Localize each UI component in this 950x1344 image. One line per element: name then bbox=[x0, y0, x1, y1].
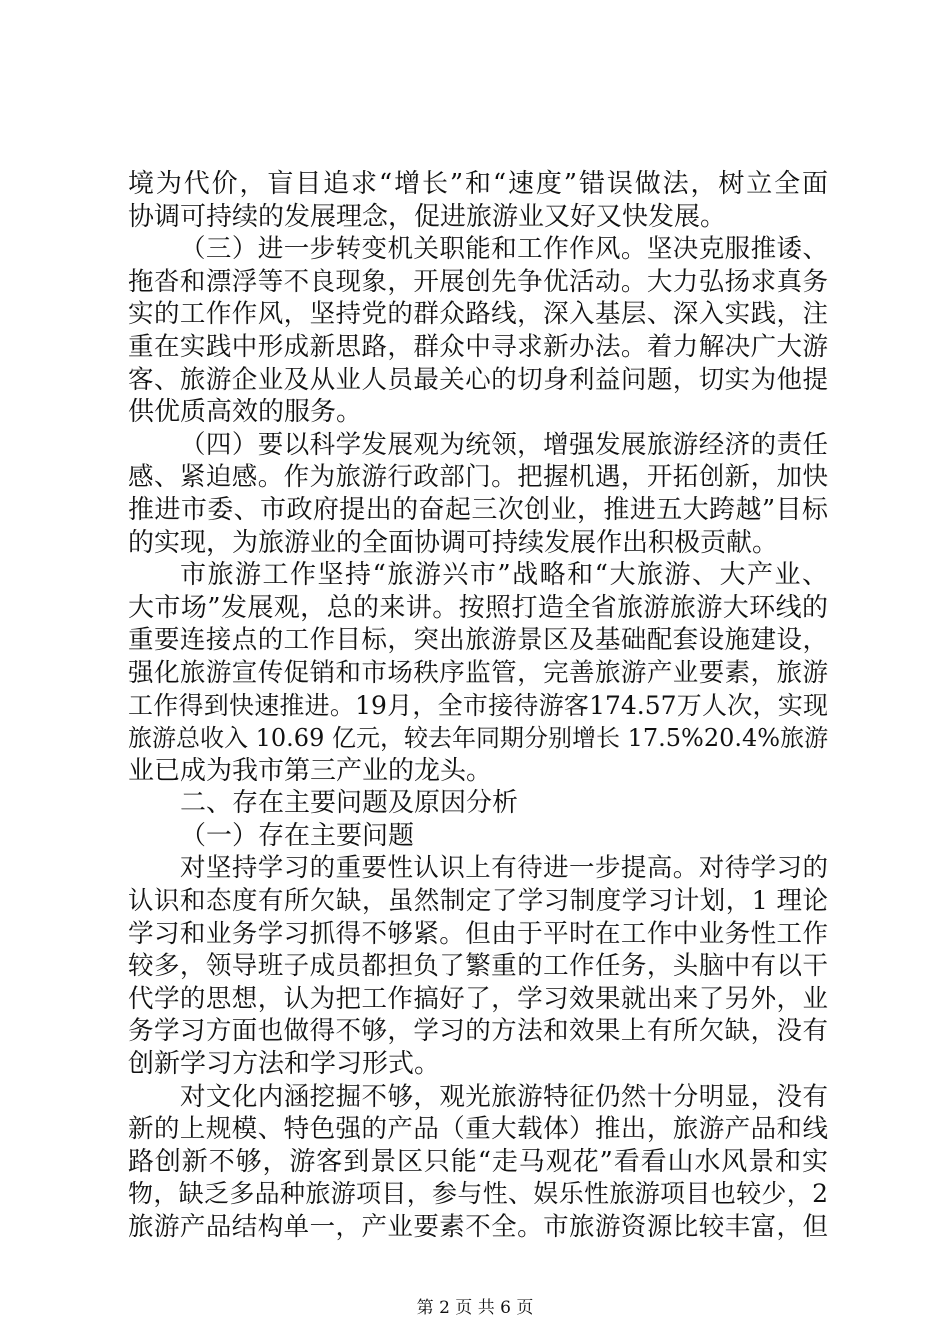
text-line: 大市场”发展观，总的来讲。按照打造全省旅游旅游大环线的 bbox=[128, 592, 828, 623]
subsection-heading: （一）存在主要问题 bbox=[180, 820, 415, 851]
text-line: （三）进一步转变机关职能和工作作风。坚决克服推诿、 bbox=[180, 234, 828, 265]
text-line: 物，缺乏多品种旅游项目，参与性、娱乐性旅游项目也较少，2 bbox=[128, 1179, 828, 1209]
text-line: 感、紧迫感。作为旅游行政部门。把握机遇，开拓创新，加快 bbox=[128, 462, 828, 493]
text-line: 路创新不够，游客到景区只能“走马观花”看看山水风景和实 bbox=[128, 1146, 828, 1177]
text-line: 创新学习方法和学习形式。 bbox=[128, 1049, 441, 1080]
text-line: 代学的思想，认为把工作搞好了，学习效果就出来了另外，业 bbox=[128, 983, 828, 1014]
text-line: 实的工作作风，坚持党的群众路线，深入基层、深入实践，注 bbox=[128, 299, 828, 330]
text-line: 客、旅游企业及从业人员最关心的切身利益问题，切实为他提 bbox=[128, 364, 828, 395]
text-line: 对坚持学习的重要性认识上有待进一步提高。对待学习的 bbox=[180, 853, 828, 884]
text-line: 旅游产品结构单一，产业要素不全。市旅游资源比较丰富，但 bbox=[128, 1212, 828, 1242]
section-heading: 二、存在主要问题及原因分析 bbox=[180, 788, 519, 819]
page-number-footer: 第 2 页 共 6 页 bbox=[416, 1298, 534, 1318]
text-line: 务学习方面也做得不够，学习的方法和效果上有所欠缺，没有 bbox=[128, 1016, 828, 1047]
text-line: 境为代价，盲目追求“增长”和“速度”错误做法，树立全面 bbox=[128, 169, 828, 199]
text-line: 工作得到快速推进。19月，全市接待游客174.57万人次，实现 bbox=[128, 690, 828, 720]
text-line: （四）要以科学发展观为统领，增强发展旅游经济的责任 bbox=[180, 429, 828, 460]
text-line: 强化旅游宣传促销和市场秩序监管，完善旅游产业要素，旅游 bbox=[128, 657, 828, 688]
text-line: 协调可持续的发展理念，促进旅游业又好又快发展。 bbox=[128, 201, 727, 232]
text-line: 旅游总收入 10.69 亿元，较去年同期分别增长 17.5%20.4%旅游 bbox=[128, 724, 829, 753]
text-line: 对文化内涵挖掘不够，观光旅游特征仍然十分明显，没有 bbox=[180, 1081, 828, 1112]
text-line: 重要连接点的工作目标，突出旅游景区及基础配套设施建设， bbox=[128, 625, 828, 656]
document-body bbox=[128, 168, 828, 1244]
text-line: 新的上规模、特色强的产品（重大载体）推出，旅游产品和线 bbox=[128, 1114, 828, 1145]
text-line: 的实现，为旅游业的全面协调可持续发展作出积极贡献。 bbox=[128, 527, 779, 558]
text-line: 较多，领导班子成员都担负了繁重的工作任务，头脑中有以干 bbox=[128, 951, 828, 982]
text-line: 推进市委、市政府提出的奋起三次创业，推进五大跨越”目标 bbox=[128, 494, 828, 525]
text-line: 拖沓和漂浮等不良现象，开展创先争优活动。大力弘扬求真务 bbox=[128, 266, 828, 297]
text-line: 市旅游工作坚持“旅游兴市”战略和“大旅游、大产业、 bbox=[180, 560, 828, 591]
text-line: 重在实践中形成新思路，群众中寻求新办法。着力解决广大游 bbox=[128, 331, 828, 362]
text-line: 学习和业务学习抓得不够紧。但由于平时在工作中业务性工作 bbox=[128, 918, 828, 949]
text-line: 业已成为我市第三产业的龙头。 bbox=[128, 755, 493, 786]
text-line: 供优质高效的服务。 bbox=[128, 397, 363, 428]
text-line: 认识和态度有所欠缺，虽然制定了学习制度学习计划，1 理论 bbox=[128, 886, 828, 917]
